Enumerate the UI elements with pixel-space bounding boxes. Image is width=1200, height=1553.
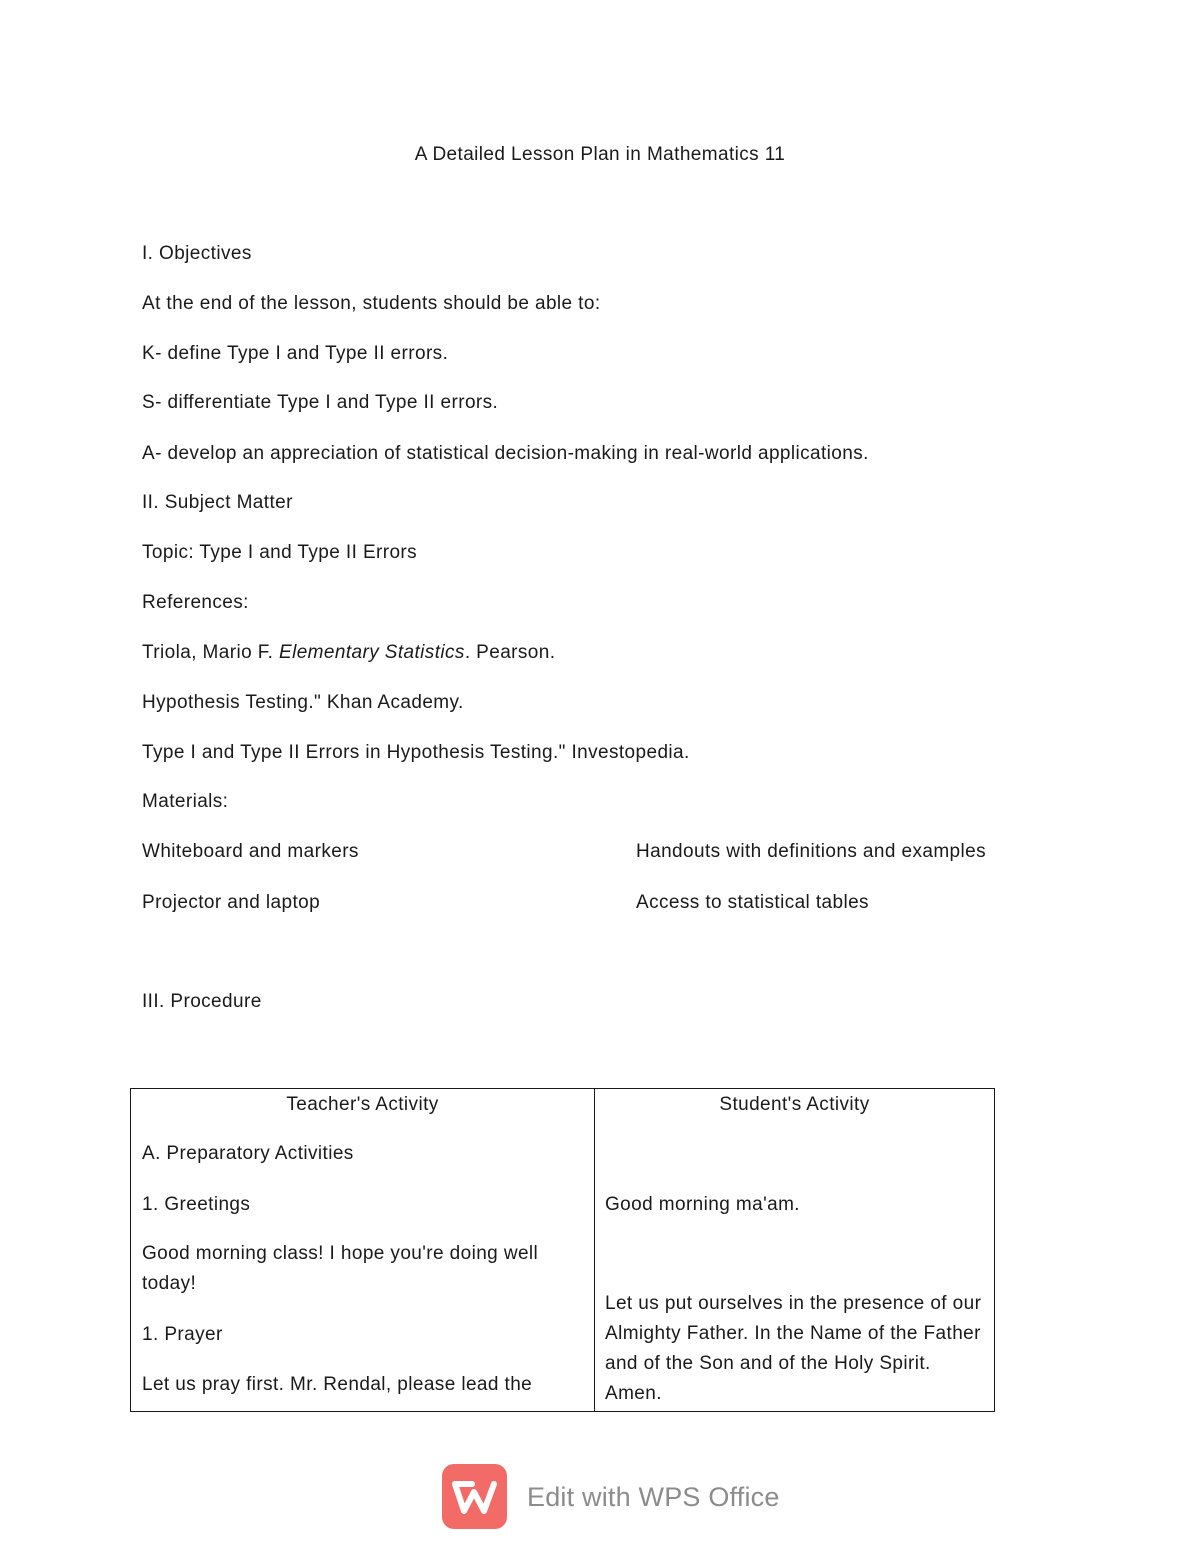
document-title: A Detailed Lesson Plan in Mathematics 11 <box>414 144 786 165</box>
topic-line: Topic: Type I and Type II Errors <box>142 542 418 563</box>
student-activity-cell <box>595 1089 995 1412</box>
material-item: Handouts with definitions and examples <box>636 841 987 862</box>
teacher-line: 1. Greetings <box>142 1194 251 1215</box>
reference-prefix: Triola, Mario F. <box>142 642 280 663</box>
teacher-activity-header: Teacher's Activity <box>286 1094 439 1115</box>
materials-label: Materials: <box>142 791 229 812</box>
teacher-line: 1. Prayer <box>142 1324 223 1345</box>
subject-matter-heading: II. Subject Matter <box>142 492 293 513</box>
teacher-activity-cell <box>131 1089 595 1412</box>
teacher-line: A. Preparatory Activities <box>142 1143 354 1164</box>
reference-investopedia: Type I and Type II Errors in Hypothesis Testing." Investopedia. <box>142 742 690 763</box>
objectives-heading: I. Objectives <box>142 243 252 264</box>
student-activity-header: Student's Activity <box>719 1094 870 1115</box>
material-item: Projector and laptop <box>142 892 321 913</box>
objective-attitude: A- develop an appreciation of statistical decision-making in real-world applications. <box>142 443 869 464</box>
wps-logo-icon[interactable] <box>442 1464 507 1529</box>
wps-w-mark-icon <box>442 1464 507 1529</box>
student-line: Good morning ma'am. <box>605 1194 800 1215</box>
reference-triola <box>142 641 555 665</box>
procedure-heading: III. Procedure <box>142 991 262 1012</box>
reference-khan: Hypothesis Testing." Khan Academy. <box>142 692 464 713</box>
table-row <box>131 1089 995 1412</box>
wps-edit-link[interactable]: Edit with WPS Office <box>527 1482 780 1512</box>
material-item: Whiteboard and markers <box>142 841 359 862</box>
procedure-table <box>130 1088 995 1412</box>
material-item: Access to statistical tables <box>636 892 869 913</box>
objective-knowledge: K- define Type I and Type II errors. <box>142 343 449 364</box>
student-line: Let us put ourselves in the presence of our Almighty Father. In the Name of the Father and of the Son and of the Holy Spirit. Amen. <box>605 1293 982 1404</box>
objective-skills: S- differentiate Type I and Type II errors. <box>142 392 499 413</box>
references-label: References: <box>142 592 249 613</box>
teacher-line: Good morning class! I hope you're doing well today! <box>142 1243 539 1294</box>
objectives-intro: At the end of the lesson, students should be able to: <box>142 293 601 314</box>
reference-book-title: Elementary Statistics <box>279 642 465 663</box>
teacher-line: Let us pray first. Mr. Rendal, please lead the <box>142 1374 533 1395</box>
reference-suffix: . Pearson. <box>464 642 556 663</box>
